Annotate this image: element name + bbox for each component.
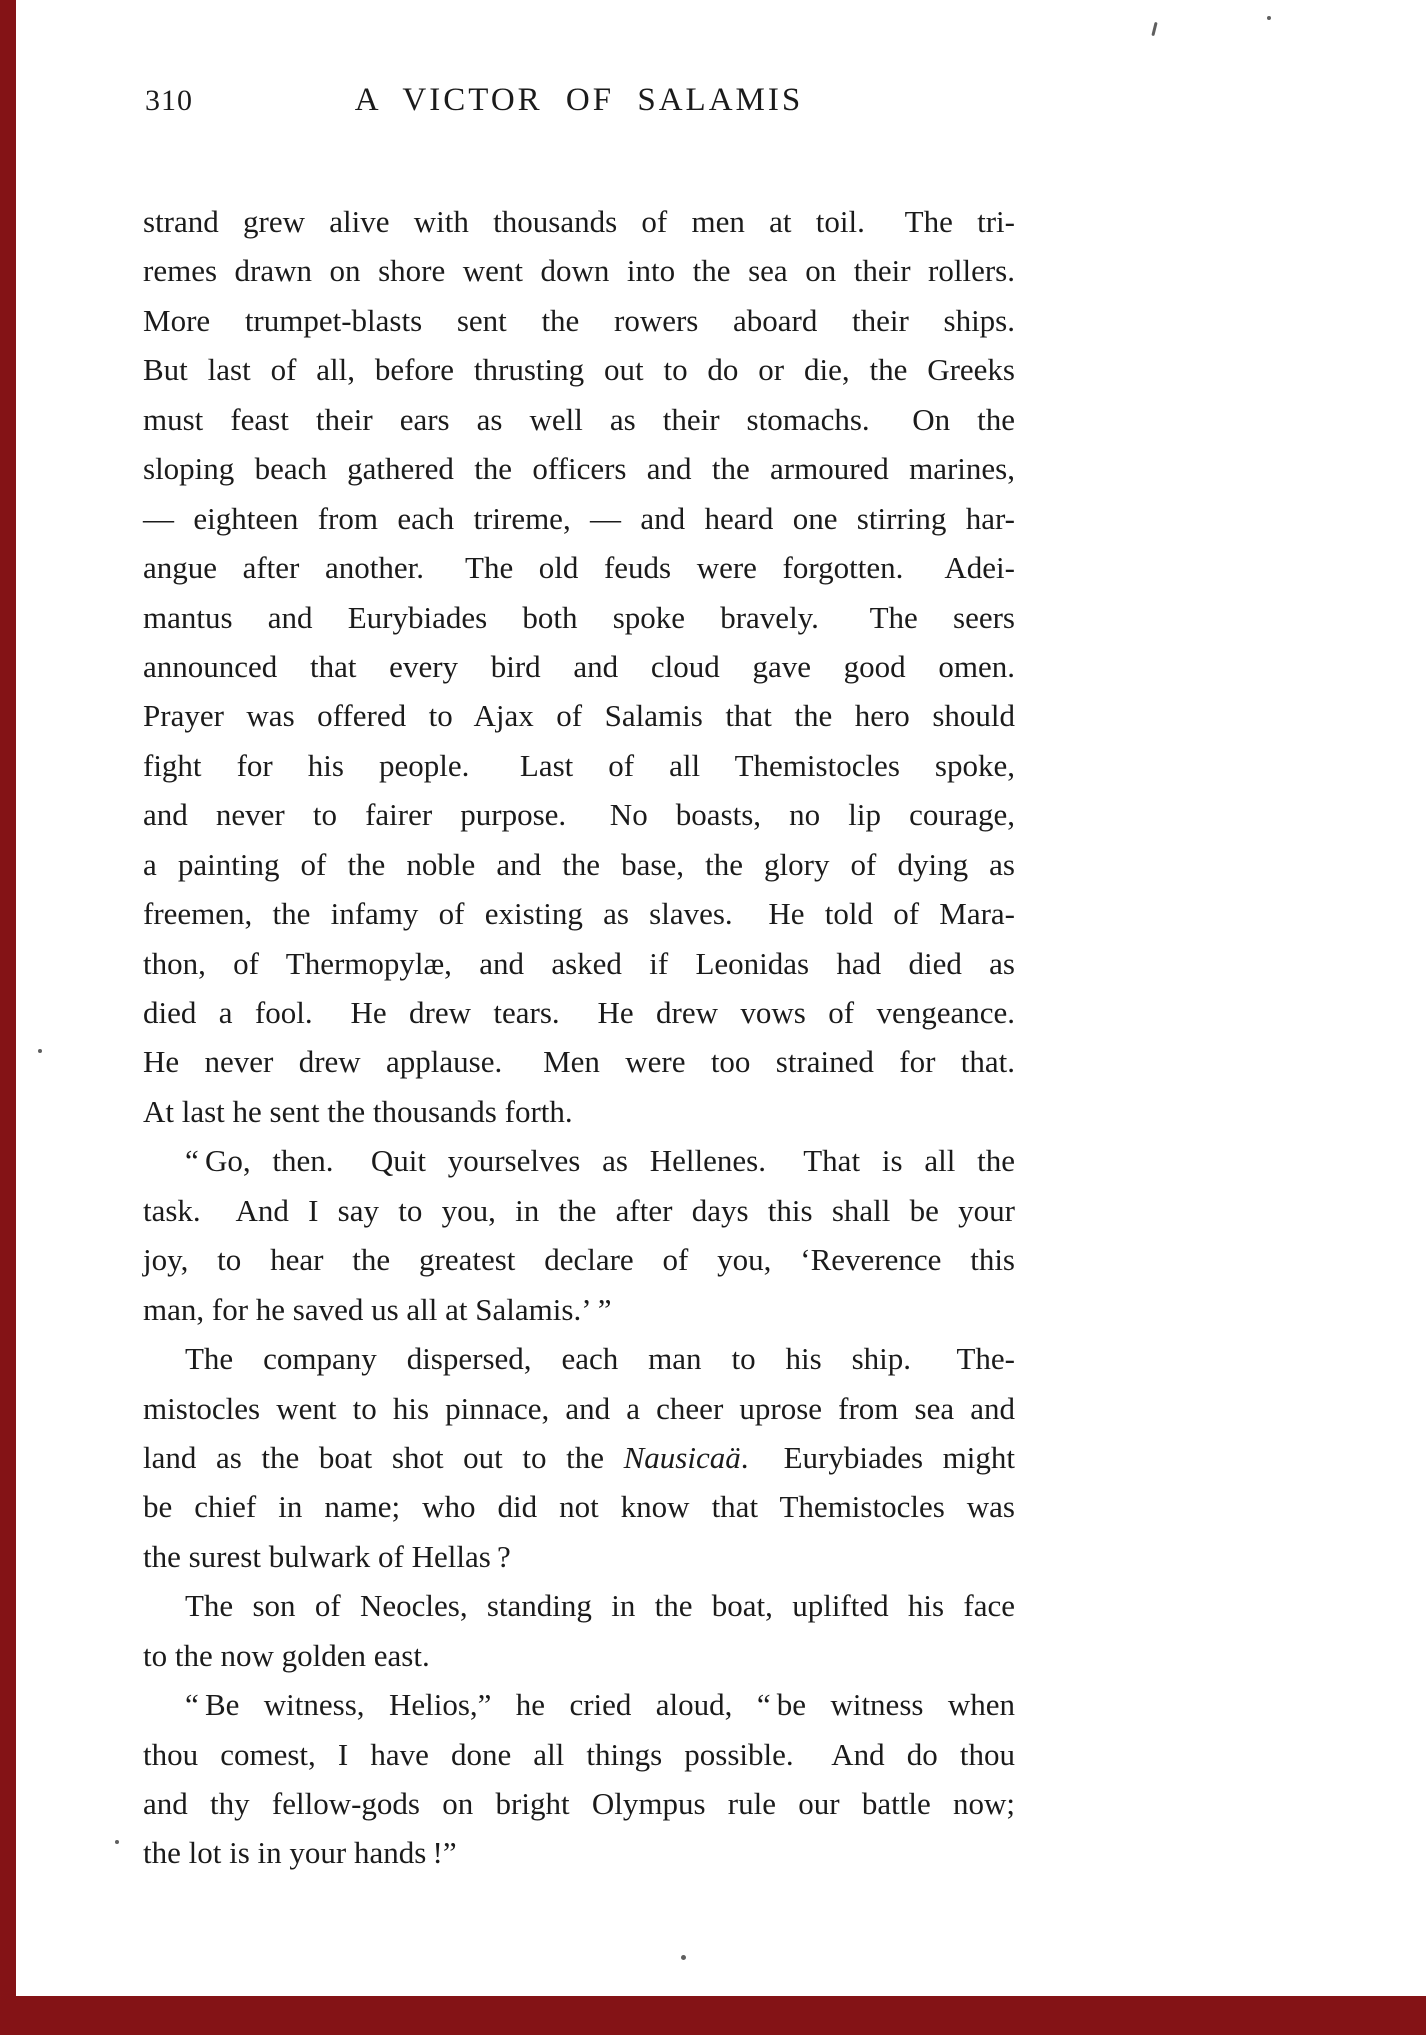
text-line: strand grew alive with thousands of men at toil. The tri- xyxy=(143,204,1015,239)
text-line: The son of Neocles, standing in the boat, uplifted his face xyxy=(185,1588,1015,1624)
text-line: — eighteen from each trireme, — and heard one stirring har- xyxy=(143,500,1015,536)
scan-speck xyxy=(38,1049,42,1053)
page-number: 310 xyxy=(145,84,193,117)
text-line: to the now golden east. xyxy=(143,1637,430,1673)
text-line: and never to fairer purpose. No boasts, no lip courage, xyxy=(143,797,1015,833)
text-line: thon, of Thermopylæ, and asked if Leonidas had died as xyxy=(143,945,1015,981)
text-line: Prayer was offered to Ajax of Salamis that the hero should xyxy=(143,698,1015,734)
text-line: mistocles went to his pinnace, and a cheer uprose from sea and xyxy=(143,1390,1015,1426)
text-line: died a fool. He drew tears. He drew vows of vengeance. xyxy=(143,995,1015,1030)
text-line: task. And I say to you, in the after days this shall be your xyxy=(143,1192,1015,1228)
page-header xyxy=(143,82,1015,124)
text-line: The company dispersed, each man to his ship. The- xyxy=(185,1341,1015,1377)
text-line: At last he sent the thousands forth. xyxy=(143,1093,573,1129)
text-line: But last of all, before thrusting out to do or die, the Greeks xyxy=(143,352,1015,388)
text-line: announced that every bird and cloud gave good omen. xyxy=(143,648,1015,684)
text-line: land as the boat shot out to the Nausicaä. Eurybiades might xyxy=(143,1439,1015,1475)
text-line: freemen, the infamy of existing as slaves. He told of Mara- xyxy=(143,896,1015,932)
text-line: fight for his people. Last of all Themistocles spoke, xyxy=(143,747,1015,783)
scan-speck xyxy=(681,1955,686,1960)
text-line: “ Be witness, Helios,” he cried aloud, “ be witness when xyxy=(185,1687,1015,1723)
text-line: be chief in name; who did not know that Themistocles was xyxy=(143,1489,1015,1525)
scan-speck xyxy=(115,1840,119,1844)
text-line: “ Go, then. Quit yourselves as Hellenes. That is all the xyxy=(185,1143,1015,1179)
text-line: a painting of the noble and the base, the glory of dying as xyxy=(143,846,1015,882)
text-line: the lot is in your hands !” xyxy=(143,1835,457,1871)
text-line: thou comest, I have done all things possible. And do thou xyxy=(143,1736,1015,1772)
book-cover-edge-bottom xyxy=(0,1996,1426,2035)
text-line: He never drew applause. Men were too strained for that. xyxy=(143,1044,1015,1080)
text-line: joy, to hear the greatest declare of you, ‘Reverence this xyxy=(143,1242,1015,1278)
text-line: remes drawn on shore went down into the sea on their rollers. xyxy=(143,253,1015,289)
text-line: the surest bulwark of Hellas ? xyxy=(143,1538,511,1574)
text-line: sloping beach gathered the officers and the armoured marines, xyxy=(143,451,1015,487)
text-line: angue after another. The old feuds were forgotten. Adei- xyxy=(143,550,1015,586)
text-line: must feast their ears as well as their stomachs. On the xyxy=(143,401,1015,437)
running-title: A VICTOR OF SALAMIS xyxy=(354,82,804,118)
text-line: mantus and Eurybiades both spoke bravely. The seers xyxy=(143,599,1015,635)
body-text xyxy=(143,197,1015,1878)
text-line: man, for he saved us all at Salamis.’ ” xyxy=(143,1291,612,1327)
text-line: More trumpet-blasts sent the rowers aboard their ships. xyxy=(143,302,1015,338)
scan-speck xyxy=(1267,16,1271,20)
book-cover-edge-left xyxy=(0,0,16,2035)
scan-speck xyxy=(1151,22,1157,36)
text-line: and thy fellow-gods on bright Olympus rule our battle now; xyxy=(143,1786,1015,1821)
